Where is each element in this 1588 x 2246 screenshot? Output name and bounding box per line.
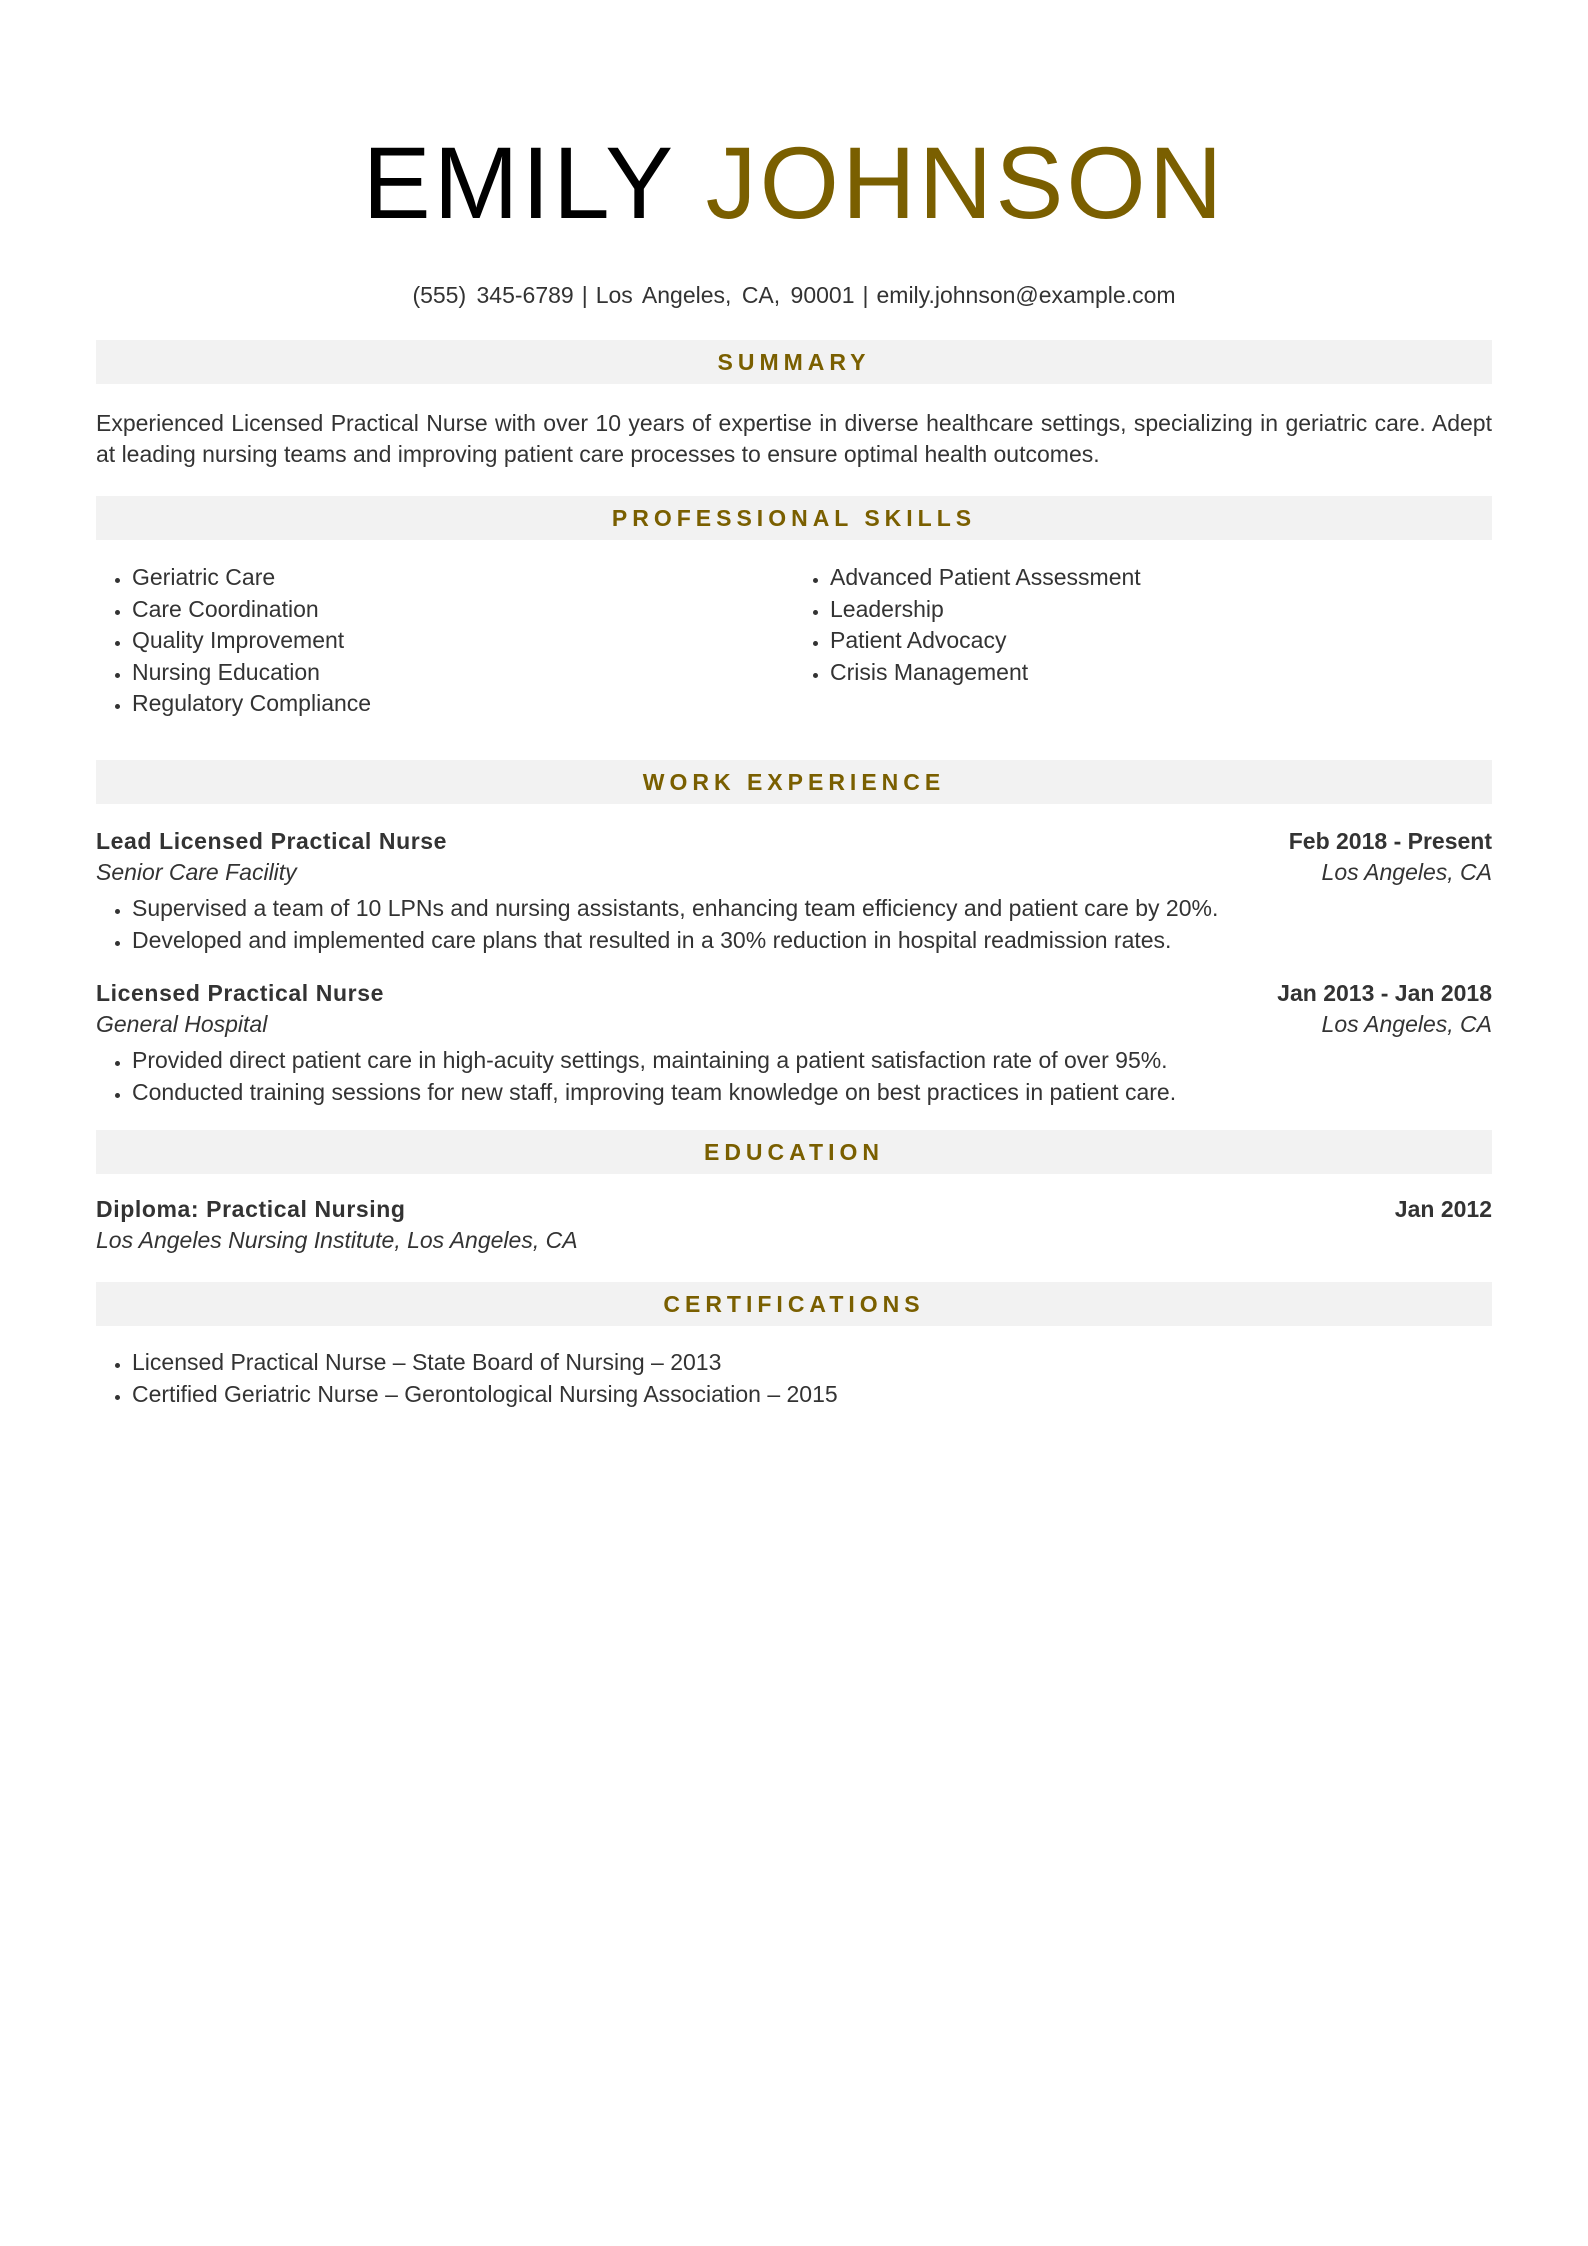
- skill-item: • Leadership: [830, 594, 1492, 626]
- contact-line: [96, 280, 1492, 310]
- job-bullets: [96, 1044, 1492, 1108]
- job-dates: Jan 2013 - Jan 2018: [1277, 979, 1492, 1006]
- job-title: Lead Licensed Practical Nurse: [96, 827, 448, 854]
- job-header: [96, 978, 1492, 1009]
- skills-column-left: [96, 562, 794, 720]
- job-entry: [96, 826, 1492, 956]
- certification-item: • Certified Geriatric Nurse – Gerontological Nursing Association – 2015: [132, 1378, 1492, 1410]
- certifications-heading: CERTIFICATIONS: [96, 1282, 1492, 1326]
- job-bullet: • Supervised a team of 10 LPNs and nursing assistants, enhancing team efficiency and patient care by 20%.: [132, 892, 1492, 924]
- education-date: Jan 2012: [1394, 1195, 1492, 1222]
- education-header: [96, 1194, 1492, 1225]
- job-subheader: [96, 1009, 1492, 1040]
- summary-heading: SUMMARY: [96, 340, 1492, 384]
- job-title: Licensed Practical Nurse: [96, 979, 384, 1006]
- candidate-name: [96, 0, 1492, 242]
- job-location: Los Angeles, CA: [1321, 858, 1492, 885]
- skill-item: • Care Coordination: [132, 594, 794, 626]
- school: Los Angeles Nursing Institute, Los Angeles, CA: [96, 1226, 578, 1253]
- job-company: Senior Care Facility: [96, 858, 297, 885]
- education-heading: EDUCATION: [96, 1130, 1492, 1174]
- education-entry: [96, 1194, 1492, 1256]
- skill-item: • Patient Advocacy: [830, 625, 1492, 657]
- skill-item: • Geriatric Care: [132, 562, 794, 594]
- experience-heading: WORK EXPERIENCE: [96, 760, 1492, 804]
- skill-item: • Advanced Patient Assessment: [830, 562, 1492, 594]
- location: Los Angeles, CA, 90001: [595, 282, 855, 308]
- first-name: EMILY: [362, 126, 675, 240]
- job-subheader: [96, 857, 1492, 888]
- job-dates: Feb 2018 - Present: [1288, 827, 1492, 854]
- certifications-list: [96, 1346, 1492, 1410]
- skill-item: • Quality Improvement: [132, 625, 794, 657]
- job-entry: [96, 978, 1492, 1108]
- skill-item: • Nursing Education: [132, 657, 794, 689]
- job-bullets: [96, 892, 1492, 956]
- certification-item: • Licensed Practical Nurse – State Board of Nursing – 2013: [132, 1346, 1492, 1378]
- job-location: Los Angeles, CA: [1321, 1010, 1492, 1037]
- degree: Diploma: Practical Nursing: [96, 1195, 406, 1222]
- last-name: JOHNSON: [705, 126, 1226, 240]
- email: emily.johnson@example.com: [876, 282, 1176, 308]
- contact-separator: |: [581, 282, 588, 308]
- job-bullet: • Provided direct patient care in high-acuity settings, maintaining a patient satisfaction rate of over 95%.: [132, 1044, 1492, 1076]
- job-bullet: • Conducted training sessions for new staff, improving team knowledge on best practices in patient care.: [132, 1076, 1492, 1108]
- job-company: General Hospital: [96, 1010, 268, 1037]
- skill-item: • Regulatory Compliance: [132, 688, 794, 720]
- skills-heading: PROFESSIONAL SKILLS: [96, 496, 1492, 540]
- job-header: [96, 826, 1492, 857]
- skills-column-right: [794, 562, 1492, 720]
- contact-separator: |: [862, 282, 869, 308]
- job-bullet: • Developed and implemented care plans that resulted in a 30% reduction in hospital readmission rates.: [132, 924, 1492, 956]
- summary-text: Experienced Licensed Practical Nurse with over 10 years of expertise in diverse healthcare settings, specializing in geriatric care. Adept at leading nursing teams and improving patient care processes to ensure optimal health outcomes.: [96, 410, 1492, 467]
- skill-item: • Crisis Management: [830, 657, 1492, 689]
- skills-list: [96, 562, 1492, 720]
- phone: (555) 345-6789: [412, 282, 574, 308]
- education-subheader: [96, 1225, 1492, 1256]
